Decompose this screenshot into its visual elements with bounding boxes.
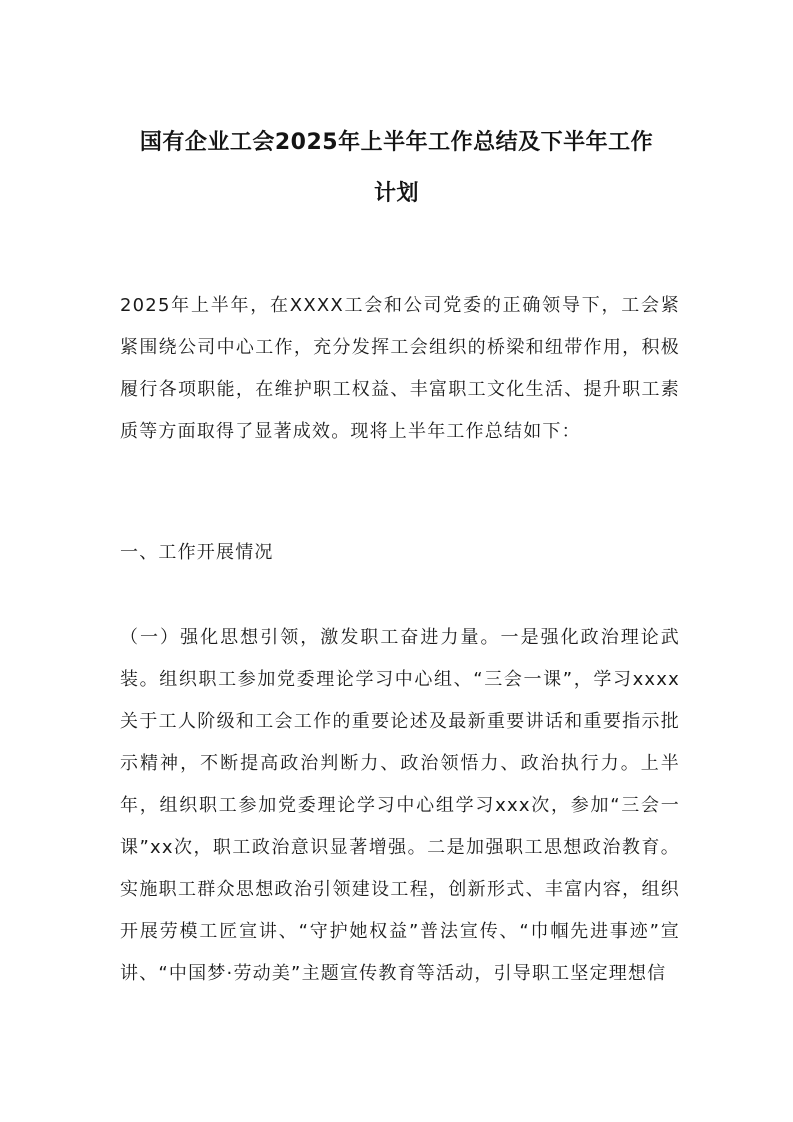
intro-paragraph: 2025年上半年，在XXXX工会和公司党委的正确领导下，工会紧紧围绕公司中心工作，充分发挥工会组织的桥梁和纽带作用，积极履行各项职能，在维护职工权益、丰富职工文化生活、提升职工素质等方面取得了显著成效。现将上半年工作总结如下： bbox=[120, 295, 680, 442]
section-heading: 一、工作开展情况 bbox=[120, 542, 274, 563]
document-title-line-2: 计划 bbox=[373, 181, 419, 206]
document-title-line-1: 国有企业工会2025年上半年工作总结及下半年工作 bbox=[139, 130, 654, 155]
section-paragraph: （一）强化思想引领，激发职工奋进力量。一是强化政治理论武装。组织职工参加党委理论学习中心组、“三会一课”，学习xxxx关于工人阶级和工会工作的重要论述及最新重要讲话和重要指示批示精神，不断提高政治判断力、政治领悟力、政治执行力。上半年，组织职工参加党委理论学习中心组学习xxx次，参加“三会一课”xx次，职工政治意识显著增强。二是加强职工思想政治教育。实施职工群众思想政治引领建设工程，创新形式、丰富内容，组织开展劳模工匠宣讲、“守护她权益”普法宣传、“巾帼先进事迹”宣讲、“中国梦·劳动美”主题宣传教育等活动，引导职工坚定理想信 bbox=[120, 627, 680, 984]
